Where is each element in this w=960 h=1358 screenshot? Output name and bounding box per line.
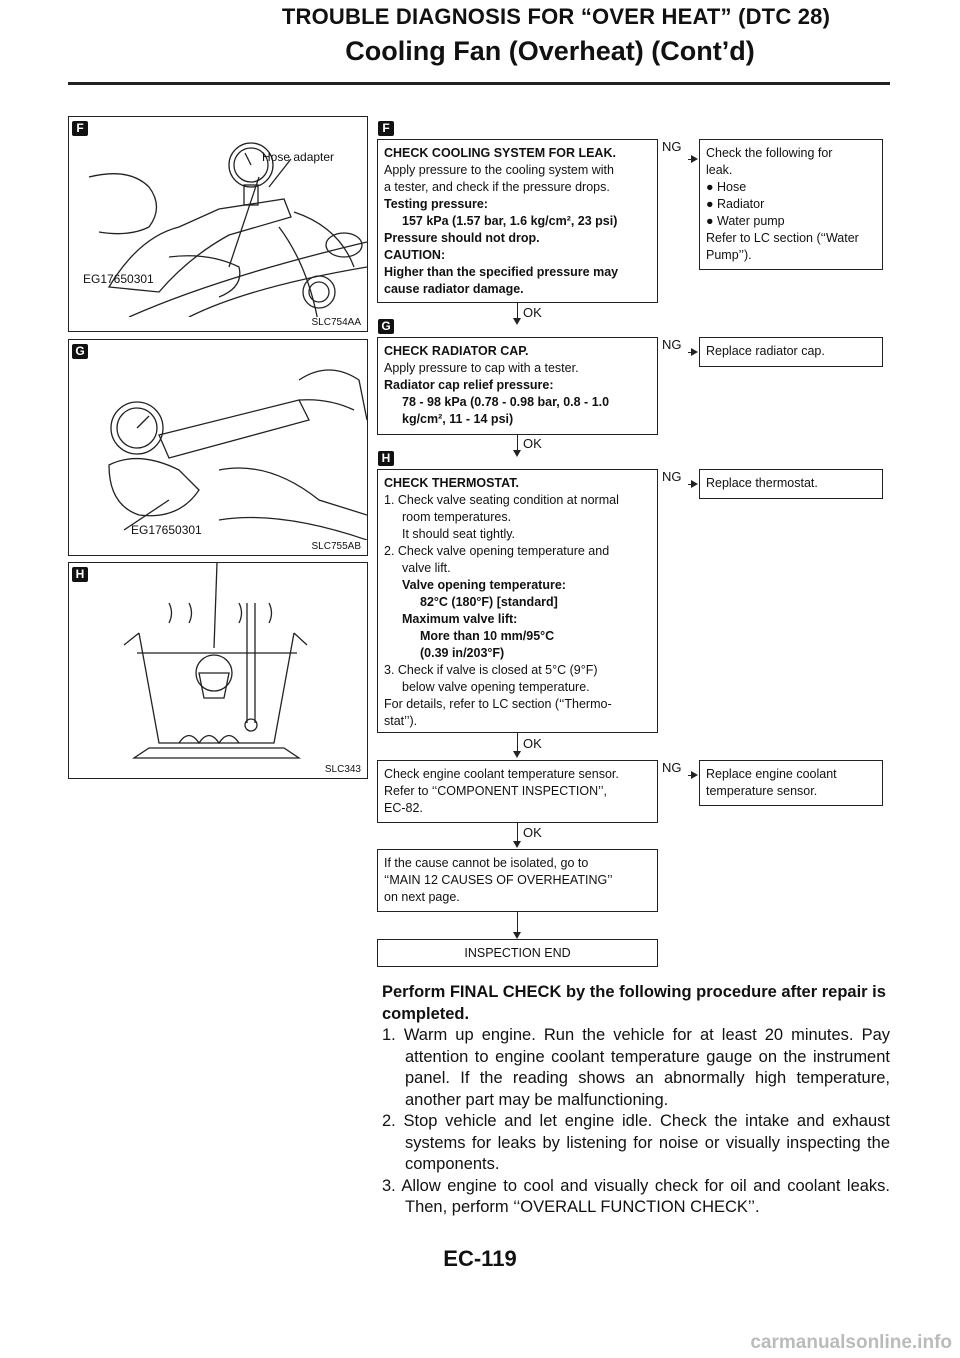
final-check-item: 2. Stop vehicle and let engine idle. Check the intake and exhaust systems for leaks by listening for noise or visually inspecting the components. [382,1112,890,1173]
ok-label: OK [523,736,542,751]
caution-text: Higher than the specified pressure may [384,265,619,279]
step-tag: F [378,121,394,136]
figure-radiator-cap-tester [68,339,368,556]
section-subtitle: Cooling Fan (Overheat) (Cont’d) [345,36,755,66]
step-text: below valve opening temperature. [402,680,590,694]
ok-label: OK [523,436,542,451]
step-text: Apply pressure to cap with a tester. [384,361,579,375]
final-check-section [382,982,890,1219]
ng-action-replace-thermostat [699,469,883,499]
step-text: 3. Check if valve is closed at 5°C (9°F) [384,663,598,677]
figure-caption: SLC754AA [311,317,361,328]
step-check-coolant-temp-sensor [377,760,658,823]
ng-arrow [691,348,698,356]
step-text: stat’’). [384,714,418,728]
step-go-to-main-causes [377,849,658,912]
caution-label: CAUTION: [384,248,446,262]
watermark: carmanualsonline.info [750,1332,952,1353]
section-title: TROUBLE DIAGNOSIS FOR “OVER HEAT” (DTC 28) [281,4,831,29]
ng-text: Replace thermostat. [706,476,818,490]
final-check-heading: Perform FINAL CHECK by the following procedure after repair is completed. [382,983,886,1023]
step-heading: CHECK COOLING SYSTEM FOR LEAK. [384,146,616,160]
tool-number-label: EG17650301 [131,523,202,537]
ok-connector [517,733,518,752]
ok-label: OK [523,305,542,320]
ng-text: Replace radiator cap. [706,344,825,358]
ng-text: temperature sensor. [706,784,818,798]
hose-adapter-label: Hose adapter [262,150,335,164]
caution-text: cause radiator damage. [384,282,524,296]
ng-label: NG [662,760,682,775]
step-text: EC-82. [384,801,423,815]
ok-arrow [513,318,521,325]
ng-bullet: ● Water pump [706,214,785,228]
ng-text: Pump’’). [706,248,752,262]
step-tag: G [378,319,394,334]
figure-pressure-tester-cooling-system [68,116,368,332]
figure-tag: G [72,344,88,359]
inspection-end [377,939,658,967]
ok-arrow [513,450,521,457]
ng-arrow [691,771,698,779]
ng-text: Refer to LC section (‘‘Water [706,231,859,245]
ng-bullet: ● Radiator [706,197,765,211]
pressure-tester-illustration [69,117,367,317]
step-heading: CHECK RADIATOR CAP. [384,344,529,358]
ok-label: OK [523,825,542,840]
ng-action-replace-radiator-cap [699,337,883,367]
figure-thermostat-heating-test [68,562,368,779]
thermostat-heating-illustration [69,563,367,763]
figure-caption: SLC755AB [311,541,361,552]
step-text: 1. Check valve seating condition at normal [384,493,619,507]
step-heading: CHECK THERMOSTAT. [384,476,519,490]
ok-connector [517,303,518,319]
figure-tag: H [72,567,88,582]
ok-arrow [513,751,521,758]
step-text: Pressure should not drop. [384,231,540,245]
step-check-thermostat [377,469,658,733]
spec-label: Radiator cap relief pressure: [384,378,554,392]
spec-value: (0.39 in/203°F) [420,646,505,660]
ng-action-check-leaks [699,139,883,270]
step-text: It should seat tightly. [402,527,516,541]
ng-label: NG [662,469,682,484]
spec-label: Testing pressure: [384,197,488,211]
spec-label: Maximum valve lift: [402,612,518,626]
figure-caption: SLC343 [324,764,361,775]
spec-value: 78 - 98 kPa (0.78 - 0.98 bar, 0.8 - 1.0 [402,395,610,409]
step-text: ‘‘MAIN 12 CAUSES OF OVERHEATING’’ [384,873,613,887]
step-text: valve lift. [402,561,451,575]
ng-arrow [691,155,698,163]
spec-value: kg/cm², 11 - 14 psi) [402,412,514,426]
ng-arrow [691,480,698,488]
page-number: EC-119 [443,1246,517,1271]
spec-value: 82°C (180°F) [standard] [420,595,558,609]
ng-label: NG [662,337,682,352]
step-text: 2. Check valve opening temperature and [384,544,610,558]
step-check-radiator-cap [377,337,658,435]
step-text: room temperatures. [402,510,512,524]
radiator-cap-tester-illustration [69,340,367,540]
ng-action-replace-coolant-sensor [699,760,883,806]
step-text: For details, refer to LC section (‘‘Thermo- [384,697,612,711]
step-text: Apply pressure to the cooling system with [384,163,614,177]
header-rule [68,82,890,85]
step-text: on next page. [384,890,460,904]
ng-bullet: ● Hose [706,180,747,194]
ok-connector [517,823,518,842]
ok-arrow [513,841,521,848]
step-text: Refer to ‘‘COMPONENT INSPECTION’’, [384,784,607,798]
final-check-item: 1. Warm up engine. Run the vehicle for at least 20 minutes. Pay attention to engine coolant temperature gauge on the instrument panel. If the reading shows an abnormally high temperature, another part may be malfunctioning. [382,1026,890,1109]
spec-label: Valve opening temperature: [402,578,566,592]
step-text: If the cause cannot be isolated, go to [384,856,589,870]
step-check-cooling-system-leak [377,139,658,303]
final-check-item: 3. Allow engine to cool and visually check for oil and coolant leaks. Then, perform ‘‘OVERALL FUNCTION CHECK’’. [382,1176,890,1216]
step-text: Check engine coolant temperature sensor. [384,767,619,781]
ng-label: NG [662,139,682,154]
spec-value: More than 10 mm/95°C [420,629,555,643]
step-tag: H [378,451,394,466]
tool-number-label: EG17650301 [83,272,154,286]
figure-tag: F [72,121,88,136]
spec-value: 157 kPa (1.57 bar, 1.6 kg/cm², 23 psi) [402,214,618,228]
step-text: a tester, and check if the pressure drops. [384,180,610,194]
end-text: INSPECTION END [464,946,571,960]
ng-text: Replace engine coolant [706,767,837,781]
flow-connector [517,912,518,933]
flow-arrow [513,932,521,939]
ng-text: leak. [706,163,733,177]
ng-text: Check the following for [706,146,833,160]
